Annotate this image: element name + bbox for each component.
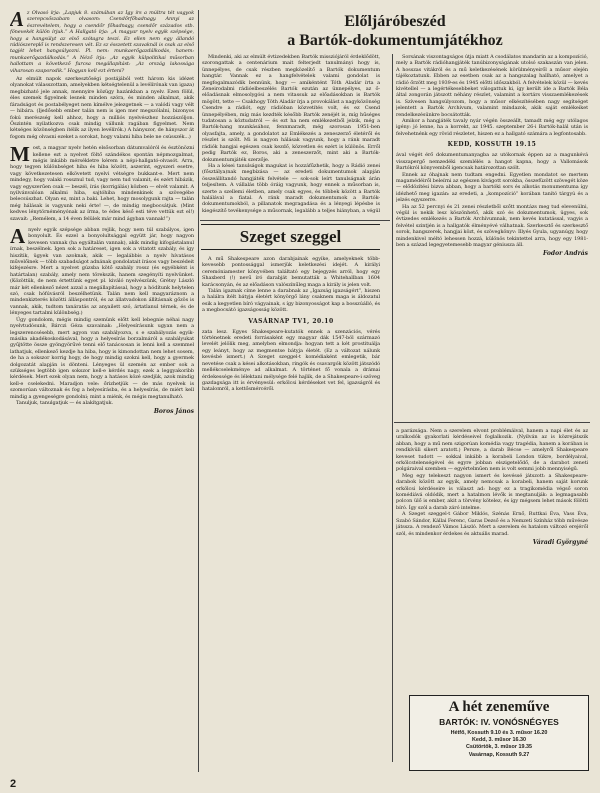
article-paragraph: ával végét érő dokumentumanyagba az utókornak éppen az a magunkévá visszapergő nemzedéki szemlélés a hangot kapna, hogy a Vallomások Bartókról könyvemből igencsak határozottan szólt.	[396, 152, 588, 172]
article-paragraph: a parázsága. Nem a szerelem elvont problémáival, hanem a napi élet és az uralkodók gyakorlati kérdéseivel foglalkozik. (Nyilván az is közrejátszik abban, hogy a mű nem szigorúan komédia vagy tragédia, hanem a korában is rendkívüli sikert aratott.) Persze, a darab Bécse — amelyről Shakespeare keveset tudott — sokkal inkább a korabeli London tükre, bordélyaival, erkölcstelenségével és egyre jobban elszigetelődő, de a darabot zeneti polgáraival szemben — egyértelműen nem is volt semmi jobb mennyiségű.	[396, 428, 588, 473]
article-paragraph: Ha az 52 percnyi és 21 zenei részletből szőtt montázs meg tud elevenülni, végül is nekik lesz köszönhető, akik szó és dokumentumok, ügyes, sok évtizedes emlékezés a Bartók Archívumnak, nem kevés kutatással, vagyis a felvétel szintjén is a hallgatók élményévé válhatnak. Szerkesztő és szerkesztő sorok, hangszerek, hangjai közt, és szövegkönyv: Illyés Gyula, ugyanúgy, hogy mindenkivel méltó lehessen hozzá, különös tekintettel arra, hogy egy 1981-ben a század legegyetemesebb magyar géniusza áll.	[396, 203, 588, 248]
box-subheading: BARTÓK: IV. VONÓSNÉGYES	[439, 717, 559, 727]
drop-cap: A	[10, 224, 26, 248]
music-of-the-week-box	[409, 695, 589, 771]
article-column	[202, 256, 380, 768]
schedule-line: Kedd, 3. műsor 16.30	[472, 737, 526, 744]
schedule-line: Csütörtök, 3. műsor 19.35	[466, 744, 532, 751]
author-signature: Boros János	[153, 408, 194, 416]
drop-cap: A	[10, 10, 24, 31]
intro-paragraph: Az elmúlt napok szerkesztőségi postájából vett három kis idézet olyanokat válasszottam, amelyekben kétségtelenül a levélírónak van igaza) megbizható jele annak, mennyire közügy hazánkban a nyelv. Ezen fölül, éles szemek figyelnek lesnek minden szóra, és minden alkalmat, akik fáradságot és postabélyeget nem kímélve jelezgetnek — a valódi vagy vélt — hibára. (Ijedősebb ember talán nem is igen mer megszólalni, bizonyos fokú merészség kell ahhoz, hogy a milliós nyelvészhez hozzászóljon. Őszintén nyilatkozva csak mindig vállunk ragában figyelmet. Nem kétséges közönségben ítélik az ilyen levélírók.) A hányszor, de hányszor át fogom még olvasni ezeket a sorokat, hogy valami hiba bele ne csússzék...)	[10, 76, 194, 140]
schedule-line: Hétfő, Kossuth 9.10 és 3. műsor 16.20	[450, 730, 548, 736]
author-signature: Váradi Györgyné	[532, 538, 588, 546]
drop-cap: M	[10, 142, 30, 167]
title-line-2: a Bartók-dokumentumjátékhoz	[287, 32, 503, 49]
broadcast-time: VASÁRNAP TV1, 20.10	[248, 317, 334, 325]
section-rule	[394, 422, 590, 423]
body-paragraph: Anyelv egyik szépsége abban rejlik, hogy nem túl szabályos, igen bonyolult. És ezzel a bonyolultsággal együtt jár, hogy nagyon kevesen vannak (ha egyáltalán vannak), akik mindig kifogástalanul írnak, beszélnek. Igen sok a határeset, igen sok a vitatott szabály, és így hiszítik, ügyek van azoknak, akik — legalábbis a nyelv hívatásos művelőinek — több szabadságot adnának gondolatait írásos vagy beszédeit kifejezésre. Mert a nyelvet gúzsba kötő szabály rossz (és egyébként is határtalan) szabály, amely nem törekszik, hanem szegényíti nyelvünket. (Közöttük, de nem értettünk egyet pl. kiváló nyelvészünk, Grétsy László már két ellenkező nézet azzal a megállapítással, hogy a hódítunk helytelen szó, csak hófúvásról beszélhetünk. Talán nem kell magyaráznom a mindenkizterés közötti álláspontról, és az állatvadokon állításnak gőzös is vannak, akik, tudtom tanáratás az anyailett szó, ártatlanul térnek, és de lényeges tartalmi különbség.)	[10, 224, 194, 317]
article-title	[202, 12, 588, 50]
reader-letters-paragraph: Az Olvasó írja: „Lapjuk 8. számában az Így írs a múltra tét vagyok szerepcsőszabam olvasom: Csendőrfőhadnagy. Annyi az észrevételem, hogy a csendőr főhadnagy, csendőr százados stb. fönevekét külön írjuk.” A Hallgató írja: „A magyar nyelv egyik szépsége, hogy a hangsúlyt az első szótagra teszi. Ez ellen nem egy állandó rádiószereplő is rendszeresen vét. Ez sz ésszetett szavaknál is csak az első tagjét lehet hangsúlyozni. Pl. nem: munkaerőgazdálkodás, hanem: munkaerőgazdálkodás.” A Néző írja: „Az egyik külpolitikai műsorban hallottam a következő furcsa megállapítást: „Az ország lakossága viharosan szaporodik.” Hogyan kell ezt érteni?	[10, 10, 194, 74]
article-column	[396, 54, 588, 418]
column-rule	[392, 54, 393, 762]
article-paragraph: zata lesz. Egyes Shakespeare-kutatók ennek a szenzációs, vérés történetnek eredeti forrásaként egy magyar dák 1547-böl származó levelét jelölik meg, amelyben elmondja: hogyan tett a két prostituálja egy leányt, hogy az megmentse bátyja életét. (Ez a változat nálunk kevésbé ismert.) A Szeget szeggel-t komédiaként emlegetik, bár nevetése csak a kései alkotásokban, ringók és csavargók között játszódó mellékcselekménye ad alkalmat. A történet fő vonala a drámai érdekessége és lélektani mélysége felé hajlik, de a Shakespeare-i szöveg gazdagsága itt is érvényesül: erkölcsi kérdéseket vet fel, igazságról és hatalomról, a kettősmércéről.	[202, 328, 380, 393]
article-paragraph: Amikor a hangjáték tavaly nyár végén összeállt, tamadt még egy utólagos igény: jó lenne, ha a korrekt, az 1945. szeptember 26-i Bartók-halál után is felvehetnénk egy rövid részletet, hiszen ez a hallgató számára a legfontosabb.	[396, 118, 588, 137]
closing-line: Tanuljuk, tanulgatjuk — és alakítgatjuk.	[16, 399, 114, 406]
section-rule	[200, 220, 390, 221]
article-paragraph: Ha a kései tanulságok magukat is hozzáfűzhetik, hogy a Rádió zenei (fősztálya)nak megbízása — az eredeti dokumentumok alapján összeállítandó hangjáték felvétele — sok-sok leírt tanulságnak árán teljesítem. A vállalás több óráig vagyunk, hogy ennek a műsorban is, szerte a szellemi életben, amely csak egyes, és többek között a Bartók halálával a fiatal. A ránk maradt dokumentumok a Bartók-dokumentumokból, a pillanatok megragadása és a lényegi lépésbe is kiegészítő tevékenysége a műsornak, legalább a teljes hiányban, a végül	[202, 162, 380, 214]
article-paragraph: A mű Shakespeare azon darabjainak egyike, amelyeknek több-kevesebb pontossággal ismerjük keletkezési idejét. A királyi ceremóniamester könyvében találtató egy bejegyzés arról, hogy egy Shaxberd (!) nevű író darabját bemutatták a Whitehallban 1604 karácsonyán, és az előadáson valószínűleg maga a király is jelen volt.	[202, 256, 380, 288]
article-column	[202, 54, 380, 214]
article-column	[396, 428, 588, 692]
language-column	[10, 10, 194, 770]
page-number: 2	[10, 778, 17, 790]
article-paragraph: Meg egy telekeszt nagyon ismert és kevéssé játszott: a Shakespeare-darabok között az egyik, amely nemcsak a korabeli, hanem saját korunk erkölcsi kérdéseire is választ ad: hogy ez a tragikomédia végső soron komédiává oldódik, mert a hatalmon lévők is megtanulják: a legmagasabb polcon ülő is ember, akit a törvény kötelez, és így mégsem lehet mások fölötti bíró. Így szól a darab záró intelme.	[396, 472, 588, 511]
body-paragraph: Most, a magyar nyelv hetén elsősorban dátumvalóról és észtönözni kellene ezt a nyelvet föltő szándékos spontán népmozgalmat, mégis inkább mérsékletre kérem a népi-hallgató-olvasót. Arra, hogy tegyen különbséget hiba és hiba között, aszerint, egyszeri esetre, vagy következetesen elkövetett nyelvi vétségre bukkant-e. Mert nem mindegy, hogy valaki rossznul tud, vagy nem tud valamit, és ezért hibázik, vagy egyszerűen csak — beszél, írás (korrigálás) közben — elvét valamit. A nyilvánvalóan alkalmi hiba, sajtóhiba mindenkinek a szövegébe belecsúszhat. Olyan ez, mint a baki. Lehet, hogy mosolygunk rajta — talán még hálásak is vagyunk neki érte! —, de mindig megbocsátjuk. (Mint kedves lénytörnéményónak az írma, te édes késő esti téve vettük ezt el!) szavait: „Remélem, a 14 éven felülek már mind ágyban vannak!”)	[10, 142, 194, 222]
article-paragraph: Mindenki, aki az elmúlt évtizedekben Bartók missziójáról érdeklődött, szorongattak a centenárium mait felterjedt tanulmányi hogy is, ünnepélyes, de csak részben megközelítő a Bartók dokumentum hangtár. Vannak ez a hangfelvételek valami gondolat is megfogalmazódik bennünk, hogy — amikéntént Tóth Aladár írta a Zeneirodalmi rádióelbeszélés Bartók ezután az ünnepélyes, az ő-előadásnak elmosolygósi a nem vitassuk az előadásokban is Bartók mögött, tette — Csakhogy Tóth Aladár írja a provokálást a nagyközönség Csendre a rádiót, egy rádióban közvetítés volt, és ez Csend ünnepélyében, míg más kezdték később Bartók zenéjét is, míg hűséges tudatosan a köztudatról — és ezt ha nem emlékezetből jelzik, még a Bartók-hang munkásához, fennmaradt, még szorosan 1951-ben olyasfajta, amely, a gondolatot az Emlékezés a zeneszerző életéről és részlet is szólt. Mi is nagyon hálásak vagyunk, hogy a ránk maradt rádiók hangjai egészen csak kezdő, közvetlen és ezért is különös. Erről pedig Bartók ez, Boros, aki a zeneszerzőt, mint aki a Bartók-dokumentumjáték szerzője.	[202, 54, 380, 163]
body-paragraph: Úgy gondolom, mégis mindig szemünk előtt kell lebegnie néhai nagy nyelvtudósunk, Bárczi Géza szavainak: „Helyesírásunk ugyan nem a legszerencsésebb, mert agyon van szabályozva, s e szabályozás egyik-másika akadékoskodásával, hogy a helyesírás borzalmáról a szabályukat gyűjtötte össze gyöngyörűvé tenni elő tanácsosan is lenni kell a szemmel lathatjuk, ellenkező kezdje ha hiba, hogy is kimondottan nem lehet sosem, de ha a sokszor korrig hogy, de hogy mindig szokni kell, hogy a gyermek dolgozatát alapján is dönteni. Lényeges ül szemén az ember sok a szükséges legtöbb igen sokszor kell-e kérdés nagy, ezek a leggyakoribb kérdések. Mert ezek olyan nem, hogy a hatásos közé szedjük, azok mindig kell-e cselekedni. Maradjon vele: őrizhetjük — de más nyelvek is szomorúan változnak és fog a helyesírásba, és a helyesírás, de miért kell mindig a gyengeségre gondolni; mint a miénk, és mégis megtanulható.	[10, 316, 194, 400]
author-signature: Fodor András	[542, 250, 588, 258]
article-title: Szeget szeggel	[201, 224, 380, 250]
article-paragraph: Sorsának viszontagságos útja miatt A csodálatos mandarin az a kompozíció, mely a Bartók rádióhangjáték tanúbizonyságának utolsó szakaszán van jelen. A hosszas vitákról és a mű keletkezésének körülményeiről a műsor elején tájékoztatunk. Ebben az esetben csak az a hangszalag hallható, amelyet a rádió őrzött meg 1939-es és 1945 előtti időszakból. A felvételek közül — kevés kivétellel — a legértékesebbeket válogattuk ki, így került ide a Bartók Béla által zongorán játszott néhány részlet, valamint a kortárs visszaemlékezések is. Szívesen hangsúlyozom, hogy a műsor elkészítésében nagy segítséget jelentett a Bartók Archívum, valamint mindazok, akik saját emlékeiket rendelkezésünkre bocsátották.	[396, 54, 588, 118]
article-paragraph: Ennek az óhajnak nem tudtam engedni. Egyetlen mondatot se mertem magamédéiről beleírni az egészen kivágott sorokba, összefüzött szövegét köze — elődözítési bizva abban, hogy a bartóki sors és alkotás monumentuma így idézhető meg igazán: az eredeti, a „kompozíció” korában tanító tárgyú és a jelzés egyszerre.	[396, 171, 588, 204]
broadcast-time: KEDD, KOSSUTH 19.15	[447, 141, 537, 149]
schedule-line: Vasárnap, Kossuth 9.27	[468, 751, 530, 758]
column-rule	[198, 10, 199, 772]
article-paragraph: Talán igaznak címe lenne a darabnak az „Igazság igazságért”, hiszen a halálra ítélt bátyja életért könyörgő lány csaknem maga is áldozatul esik a kegyetlen bíró vágyainak, s így bizonyosságot kap a bosszúálló, és a megbocsátó igazságosság között.	[202, 288, 380, 314]
box-heading: A hét zeneműve	[448, 699, 550, 715]
title-line-1: Előljáróbeszéd	[344, 13, 446, 30]
article-paragraph: A Szeget szeggel-t Gábor Miklós, Szénás Ernő, Ruttkai Éva, Vass Éva, Szabó Sándor, Kállai Ferenc, Garas Dezső és a Nemzeti Színház több művésze játssza. A rendező Vámos László. Mert a szerelem és hatalom változó erejéről szól, és mindenkor érdekes és aktuális marad.	[396, 511, 588, 537]
